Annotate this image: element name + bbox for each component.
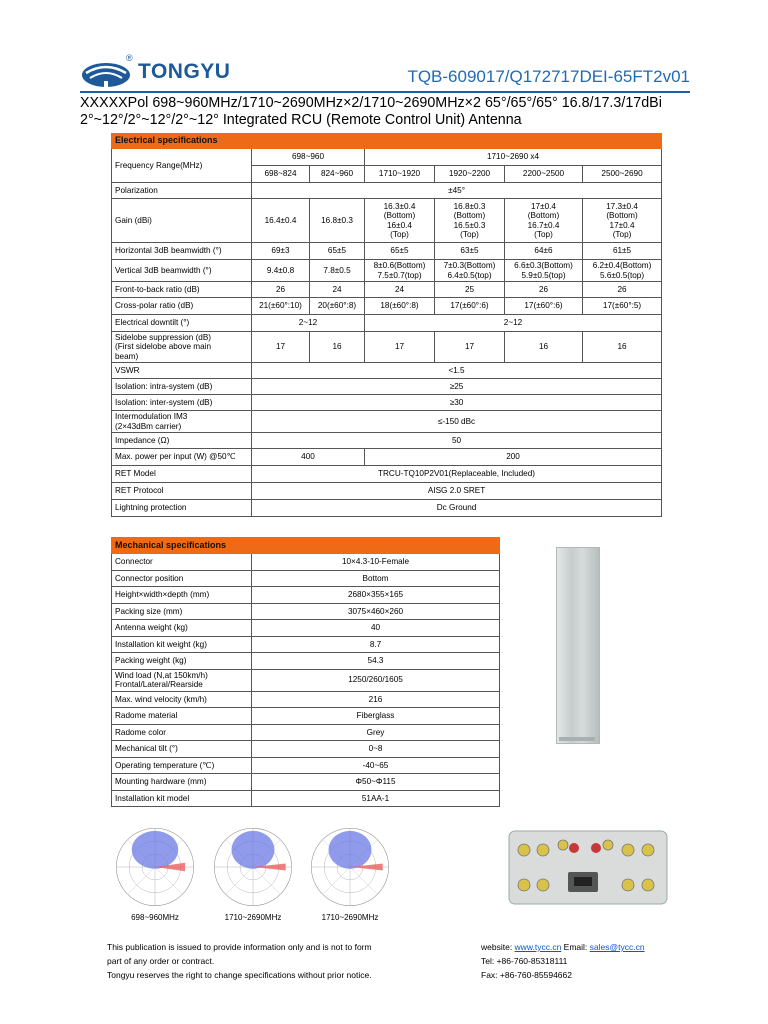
cell-value: 2~12 bbox=[365, 315, 662, 332]
table-row bbox=[112, 243, 662, 260]
cell-value: 17.3±0.4 (Bottom) 17±0.4 (Top) bbox=[583, 199, 662, 243]
cell-value: 200 bbox=[365, 449, 662, 466]
disclaimer-line: This publication is issued to provide information only and is not to form bbox=[107, 942, 372, 952]
title-line-2: 2°~12°/2°~12°/2°~12° Integrated RCU (Remote Control Unit) Antenna bbox=[80, 112, 522, 128]
row-label: Radome material bbox=[112, 708, 252, 725]
row-label: Frequency Range(MHz) bbox=[112, 149, 252, 183]
sub-band: 824~960 bbox=[310, 166, 365, 183]
table-row bbox=[112, 149, 662, 166]
cell-value: 21(±60°:10) bbox=[252, 298, 310, 315]
cell-value: 16 bbox=[583, 332, 662, 363]
cell-value: 40 bbox=[252, 620, 500, 637]
cell-value: 17 bbox=[435, 332, 505, 363]
cell-value: 16.4±0.4 bbox=[252, 199, 310, 243]
cell-value: 7±0.3(Bottom) 6.4±0.5(top) bbox=[435, 260, 505, 282]
cell-value: 24 bbox=[310, 282, 365, 298]
cell-value: ≤-150 dBc bbox=[252, 411, 662, 433]
cell-value: <1.5 bbox=[252, 363, 662, 379]
cell-value: 16 bbox=[505, 332, 583, 363]
cell-value: 17 bbox=[252, 332, 310, 363]
row-label: Wind load (N,at 150km/h) Frontal/Lateral/Rearside bbox=[112, 669, 252, 691]
row-label: Max. power per input (W) @50℃ bbox=[112, 449, 252, 466]
row-label: Impedance (Ω) bbox=[112, 433, 252, 449]
row-label: Operating temperature (℃) bbox=[112, 757, 252, 774]
cell-value: 8±0.6(Bottom) 7.5±0.7(top) bbox=[365, 260, 435, 282]
cell-value: 16.8±0.3 (Bottom) 16.5±0.3 (Top) bbox=[435, 199, 505, 243]
table-row bbox=[112, 636, 500, 653]
cell-value: 26 bbox=[583, 282, 662, 298]
cell-value: 16.3±0.4 (Bottom) 16±0.4 (Top) bbox=[365, 199, 435, 243]
title-line-1: XXXXXPol 698~960MHz/1710~2690MHz×2/1710~2690MHz×2 65°/65°/65° 16.8/17.3/17dBi bbox=[80, 95, 662, 111]
table-row bbox=[112, 282, 662, 298]
cell-value: 17(±60°:6) bbox=[435, 298, 505, 315]
radiation-pattern-icon bbox=[112, 824, 198, 910]
table-row bbox=[112, 653, 500, 670]
table-row bbox=[112, 790, 500, 807]
table-row bbox=[112, 587, 500, 604]
row-label: Gain (dBi) bbox=[112, 199, 252, 243]
cell-value: ≥30 bbox=[252, 395, 662, 411]
row-label: Max. wind velocity (km/h) bbox=[112, 691, 252, 708]
table-row bbox=[112, 669, 500, 691]
cell-value: 6.2±0.4(Bottom) 5.6±0.5(top) bbox=[583, 260, 662, 282]
fax-line: Fax: +86-760-85594662 bbox=[481, 970, 572, 980]
electrical-heading: Electrical specifications bbox=[112, 134, 662, 149]
sub-band: 1710~1920 bbox=[365, 166, 435, 183]
cell-value: 61±5 bbox=[583, 243, 662, 260]
antenna-label-plate bbox=[559, 737, 595, 741]
table-row bbox=[112, 260, 662, 282]
table-row bbox=[112, 379, 662, 395]
cell-value: 6.6±0.3(Bottom) 5.9±0.5(top) bbox=[505, 260, 583, 282]
table-row bbox=[112, 183, 662, 199]
cell-value: 1250/260/1605 bbox=[252, 669, 500, 691]
row-label: Packing weight (kg) bbox=[112, 653, 252, 670]
row-label: Lightning protection bbox=[112, 500, 252, 517]
header-divider bbox=[80, 91, 690, 93]
table-row bbox=[112, 620, 500, 637]
cell-value: 26 bbox=[505, 282, 583, 298]
website-label: website: bbox=[481, 942, 515, 952]
antenna-image bbox=[556, 547, 600, 744]
cell-value: 9.4±0.8 bbox=[252, 260, 310, 282]
row-label: Horizontal 3dB beamwidth (°) bbox=[112, 243, 252, 260]
contact-web-line bbox=[481, 940, 645, 954]
table-row bbox=[112, 708, 500, 725]
row-label: Mechanical tilt (°) bbox=[112, 741, 252, 758]
cell-value: 8.7 bbox=[252, 636, 500, 653]
sub-band: 698~824 bbox=[252, 166, 310, 183]
cell-value: 18(±60°:8) bbox=[365, 298, 435, 315]
table-row bbox=[112, 332, 662, 363]
row-label: Front-to-back ratio (dB) bbox=[112, 282, 252, 298]
row-label: Connector position bbox=[112, 570, 252, 587]
row-label: Antenna weight (kg) bbox=[112, 620, 252, 637]
row-label: Isolation: inter-system (dB) bbox=[112, 395, 252, 411]
cell-value: TRCU-TQ10P2V01(Replaceable, Included) bbox=[252, 466, 662, 483]
cell-value: 63±5 bbox=[435, 243, 505, 260]
cell-value: 64±6 bbox=[505, 243, 583, 260]
cell-value: 17(±60°:6) bbox=[505, 298, 583, 315]
cell-value: Dc Ground bbox=[252, 500, 662, 517]
cell-value: Fiberglass bbox=[252, 708, 500, 725]
row-label: Intermodulation IM3 (2×43dBm carrier) bbox=[112, 411, 252, 433]
cell-value: 24 bbox=[365, 282, 435, 298]
row-label: Isolation: intra-system (dB) bbox=[112, 379, 252, 395]
mechanical-spec-table bbox=[111, 537, 500, 807]
cell-value: 65±5 bbox=[365, 243, 435, 260]
contact-info bbox=[481, 940, 645, 982]
row-label: Vertical 3dB beamwidth (°) bbox=[112, 260, 252, 282]
cell-value: 0~8 bbox=[252, 741, 500, 758]
table-row bbox=[112, 774, 500, 791]
cell-value: 16.8±0.3 bbox=[310, 199, 365, 243]
cell-value: 54.3 bbox=[252, 653, 500, 670]
cell-value: 16 bbox=[310, 332, 365, 363]
row-label: Installation kit model bbox=[112, 790, 252, 807]
row-label: Cross-polar ratio (dB) bbox=[112, 298, 252, 315]
radiation-pattern-icon bbox=[307, 824, 393, 910]
table-row bbox=[112, 449, 662, 466]
table-row bbox=[112, 757, 500, 774]
connector-panel-image bbox=[508, 830, 668, 905]
website-link[interactable]: www.tycc.cn bbox=[514, 942, 562, 952]
cell-value: 17±0.4 (Bottom) 16.7±0.4 (Top) bbox=[505, 199, 583, 243]
cell-value: 400 bbox=[252, 449, 365, 466]
row-label: Installation kit weight (kg) bbox=[112, 636, 252, 653]
email-label: Email: bbox=[561, 942, 590, 952]
cell-value: Bottom bbox=[252, 570, 500, 587]
brand-name: TONGYU bbox=[138, 60, 231, 83]
sub-band: 2500~2690 bbox=[583, 166, 662, 183]
row-label: Connector bbox=[112, 554, 252, 571]
cell-value: 26 bbox=[252, 282, 310, 298]
table-row bbox=[112, 500, 662, 517]
cell-value: ±45° bbox=[252, 183, 662, 199]
cell-value: Grey bbox=[252, 724, 500, 741]
cell-value: ≥25 bbox=[252, 379, 662, 395]
table-row bbox=[112, 724, 500, 741]
table-row bbox=[112, 199, 662, 243]
row-label: Height×width×depth (mm) bbox=[112, 587, 252, 604]
cell-value: 50 bbox=[252, 433, 662, 449]
table-row bbox=[112, 466, 662, 483]
pattern-label: 1710~2690MHz bbox=[224, 913, 282, 922]
table-header-row bbox=[112, 134, 662, 149]
product-title bbox=[80, 95, 700, 129]
email-link[interactable]: sales@tycc.cn bbox=[589, 942, 645, 952]
row-label: VSWR bbox=[112, 363, 252, 379]
document-code: TQB-609017/Q172717DEI-65FT2v01 bbox=[407, 67, 690, 86]
pattern-label: 1710~2690MHz bbox=[321, 913, 379, 922]
table-header-row bbox=[112, 538, 500, 554]
table-row bbox=[112, 554, 500, 571]
table-row bbox=[112, 411, 662, 433]
sub-band: 2200~2500 bbox=[505, 166, 583, 183]
electrical-spec-table bbox=[111, 133, 662, 517]
pattern-label: 698~960MHz bbox=[131, 913, 179, 922]
disclaimer-line: Tongyu reserves the right to change specifications without prior notice. bbox=[107, 970, 372, 980]
table-row bbox=[112, 395, 662, 411]
trademark-symbol: ® bbox=[126, 53, 133, 63]
table-row bbox=[112, 741, 500, 758]
cell-value: 2680×355×165 bbox=[252, 587, 500, 604]
cell-value: 7.8±0.5 bbox=[310, 260, 365, 282]
mechanical-heading: Mechanical specifications bbox=[112, 538, 500, 554]
cell-value: 65±5 bbox=[310, 243, 365, 260]
cell-value: -40~65 bbox=[252, 757, 500, 774]
table-row bbox=[112, 298, 662, 315]
table-row bbox=[112, 603, 500, 620]
radiation-pattern-icon bbox=[210, 824, 296, 910]
table-row bbox=[112, 483, 662, 500]
cell-value: Φ50~Φ115 bbox=[252, 774, 500, 791]
row-label: RET Protocol bbox=[112, 483, 252, 500]
table-row bbox=[112, 433, 662, 449]
sub-band: 1920~2200 bbox=[435, 166, 505, 183]
disclaimer bbox=[107, 940, 372, 982]
tel-line: Tel: +86-760-85318111 bbox=[481, 956, 568, 966]
cell-value: 69±3 bbox=[252, 243, 310, 260]
cell-value: 3075×460×260 bbox=[252, 603, 500, 620]
cell-value: 25 bbox=[435, 282, 505, 298]
table-row bbox=[112, 570, 500, 587]
cell-value: 20(±60°:8) bbox=[310, 298, 365, 315]
row-label: Polarization bbox=[112, 183, 252, 199]
cell-value: 51AA-1 bbox=[252, 790, 500, 807]
row-label: Mounting hardware (mm) bbox=[112, 774, 252, 791]
band-high: 1710~2690 x4 bbox=[365, 149, 662, 166]
band-low: 698~960 bbox=[252, 149, 365, 166]
table-row bbox=[112, 315, 662, 332]
cell-value: 10×4.3-10-Female bbox=[252, 554, 500, 571]
disclaimer-line: part of any order or contract. bbox=[107, 956, 215, 966]
cell-value: 2~12 bbox=[252, 315, 365, 332]
table-row bbox=[112, 363, 662, 379]
table-row bbox=[112, 691, 500, 708]
row-label: RET Model bbox=[112, 466, 252, 483]
cell-value: 17(±60°:5) bbox=[583, 298, 662, 315]
row-label: Electrical downtilt (°) bbox=[112, 315, 252, 332]
cell-value: 216 bbox=[252, 691, 500, 708]
row-label: Radome color bbox=[112, 724, 252, 741]
cell-value: 17 bbox=[365, 332, 435, 363]
cell-value: AISG 2.0 SRET bbox=[252, 483, 662, 500]
row-label: Packing size (mm) bbox=[112, 603, 252, 620]
row-label: Sidelobe suppression (dB) (First sidelobe above main beam) bbox=[112, 332, 252, 363]
